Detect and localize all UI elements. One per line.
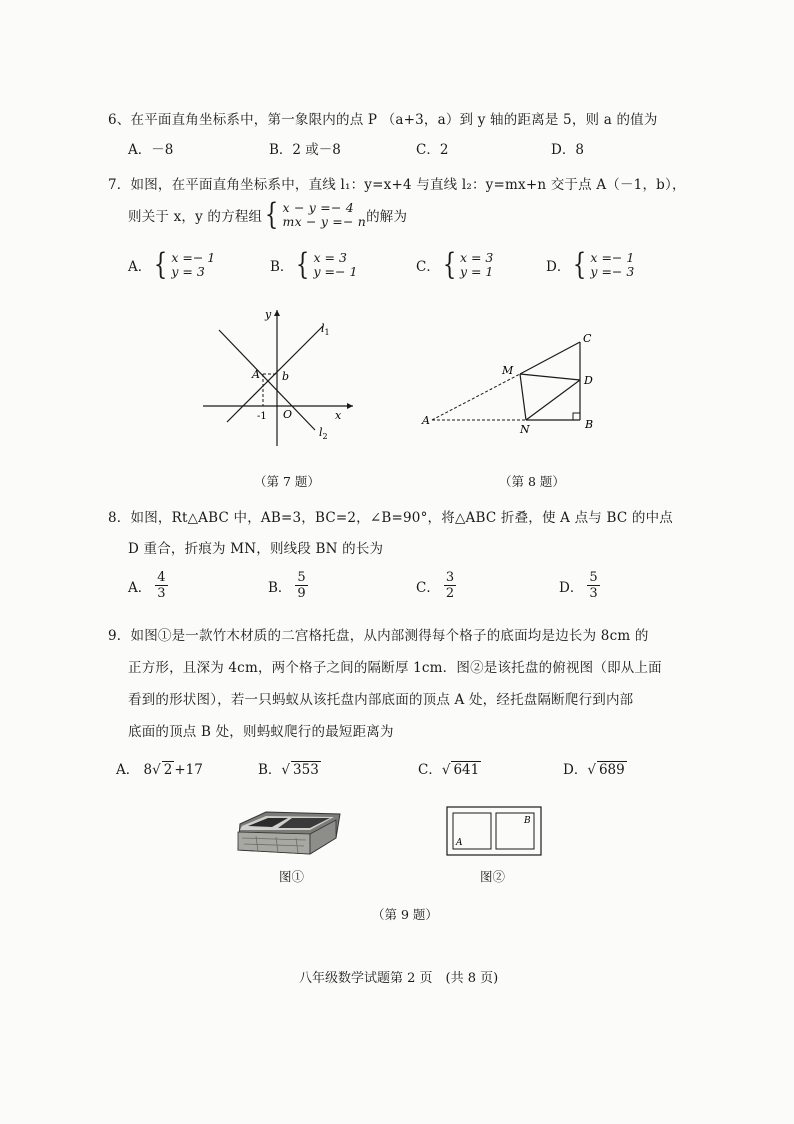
q8-option-b-num: 5 [297, 570, 306, 585]
q8-option-d [559, 570, 600, 601]
q9-fig1-caption: 图① [279, 869, 305, 884]
q8-option-b [268, 570, 308, 601]
brace-icon: { [442, 247, 457, 282]
q8-label-A: A [422, 414, 430, 427]
q7-label-b: b [282, 370, 290, 383]
q7-label-l1 [321, 322, 330, 337]
q9-line3: 看到的形状图），若一只蚂蚁从该托盘内部底面的顶点 A 处，经托盘隔断爬行到内部 [128, 692, 634, 708]
q7-option-d [546, 247, 635, 282]
q9-option-b-label: B． [258, 762, 282, 778]
q8-segment-MD [520, 374, 580, 380]
q8-option-c-label: C． [416, 579, 440, 596]
q7-stem: 7．如图，在平面直角坐标系中，直线 l₁：y=x+4 与直线 l₂：y=mx+n 交于点 A（－1，b）， [108, 177, 686, 193]
q7-label-l1-letter: l [321, 322, 325, 335]
q7-line2 [128, 197, 408, 232]
q9-option-d-rad: 689 [598, 762, 625, 778]
q7-option-d-row2: y =− 3 [590, 264, 635, 279]
q6-option-b: B．2 或－8 [269, 142, 341, 158]
q7-system-row2: mx − y =− n [282, 214, 367, 229]
q7-caption: （第 7 题） [254, 474, 320, 489]
q7-option-a-row2: y = 3 [171, 264, 205, 279]
q8-segment-MN [520, 374, 526, 420]
q7-option-c [416, 247, 494, 282]
q9-option-a-label: A． [116, 762, 140, 778]
q8-label-M: M [502, 364, 514, 377]
q7-label-l2-sub: 2 [322, 432, 328, 441]
q9-option-c: C．√ 641 [418, 762, 480, 778]
q7-label-l2-letter: l [319, 426, 323, 439]
q6-option-a: A．－8 [128, 142, 174, 158]
q7-option-d-row1: x =− 1 [590, 250, 635, 265]
q7-label-x: x [335, 409, 342, 422]
q8-option-b-label: B． [268, 579, 292, 596]
q7-label-O: O [283, 408, 293, 421]
q8-segment-ND [526, 380, 580, 420]
q8-segment-MC [520, 342, 580, 374]
q7-label-l1-sub: 1 [324, 328, 330, 337]
q8-option-a-num: 4 [157, 570, 166, 585]
q7-line2-prefix: 则关于 x，y 的方程组 [128, 209, 263, 225]
q9-line2: 正方形，且深为 4cm，两个格子之间的隔断厚 1cm．图②是该托盘的俯视图（即从上面 [128, 660, 662, 676]
brace-icon: { [573, 247, 587, 282]
q8-figure [420, 330, 610, 435]
q6-stem: 6、在平面直角坐标系中，第一象限内的点 P （a+3，a）到 y 轴的距离是 5，则 a 的值为 [108, 112, 658, 128]
q9-label-B: B [524, 816, 531, 826]
q8-option-a [128, 570, 168, 601]
brace-icon: { [154, 247, 168, 282]
q9-option-a-rad: 2 [163, 762, 173, 778]
q7-label-neg1: -1 [257, 411, 267, 422]
q7-option-b-row2: y =− 1 [313, 264, 358, 279]
q7-option-c-label: C． [416, 259, 440, 275]
q9-option-a-pre: 8 [143, 762, 153, 778]
q7-system-row1: x − y =− 4 [282, 200, 354, 215]
q9-fig2-caption: 图② [480, 869, 506, 884]
q9-line1: 9．如图①是一款竹木材质的二宫格托盘，从内部测得每个格子的底面均是边长为 8cm 的 [108, 628, 649, 644]
q7-system [262, 197, 367, 232]
q8-line2: D 重合，折痕为 MN，则线段 BN 的长为 [128, 541, 384, 557]
q8-option-d-den: 3 [589, 586, 598, 601]
q9-top-view [446, 806, 542, 856]
q9-tray-photo [236, 808, 342, 858]
q7-option-a-label: A． [128, 259, 152, 275]
q9-line4: 底面的顶点 B 处，则蚂蚁爬行的最短距离为 [128, 724, 394, 740]
q8-label-B: B [585, 418, 594, 431]
page-footer: 八年级数学试题第 2 页 (共 8 页) [299, 971, 499, 986]
q6-option-d: D．8 [551, 142, 584, 158]
q7-option-a-row1: x =− 1 [171, 250, 216, 265]
q9-option-d-label: D． [563, 762, 588, 778]
q7-option-d-label: D． [546, 259, 571, 275]
q9-option-b-rad: 353 [293, 762, 319, 778]
q7-option-b-row1: x = 3 [313, 250, 347, 265]
q8-label-N: N [520, 423, 530, 435]
q9-caption: （第 9 题） [372, 907, 438, 922]
q8-line1: 8．如图，Rt△ABC 中，AB=3，BC=2，∠B=90°，将△ABC 折叠，使 A 点与 BC 的中点 [108, 510, 673, 526]
q7-figure [195, 300, 355, 450]
q9-option-d: D．√ 689 [563, 762, 625, 778]
q9-label-A: A [456, 838, 463, 848]
q6-option-c: C．2 [416, 142, 449, 158]
q9-option-a-post: +17 [174, 762, 203, 778]
q7-y-arrow-icon [274, 310, 280, 316]
q9-option-c-rad: 641 [453, 762, 480, 778]
q8-option-a-label: A． [128, 579, 152, 596]
brace-icon: { [296, 247, 310, 282]
q8-option-c-num: 3 [445, 570, 455, 585]
q8-option-c [416, 570, 456, 601]
q9-option-c-label: C． [418, 762, 442, 778]
q8-label-D: D [584, 374, 593, 387]
q7-option-a [128, 247, 216, 282]
q7-option-b-label: B． [270, 259, 294, 275]
q8-dashed-AM [432, 374, 520, 420]
q8-right-angle-icon [573, 413, 580, 420]
brace-icon: { [265, 197, 279, 232]
q8-option-d-num: 5 [589, 570, 598, 585]
q7-label-A: A [252, 368, 260, 381]
q7-label-l2 [319, 426, 328, 441]
q8-option-a-den: 3 [157, 586, 166, 601]
q8-option-b-den: 9 [297, 586, 306, 601]
q8-label-C: C [583, 332, 592, 345]
q7-option-c-row1: x = 3 [459, 250, 494, 265]
q8-caption: （第 8 题） [499, 474, 565, 489]
q8-option-c-den: 2 [445, 586, 455, 601]
q7-line2-suffix: 的解为 [366, 209, 408, 225]
q7-label-y: y [265, 308, 272, 321]
q7-option-c-row2: y = 1 [459, 264, 494, 279]
q7-option-b [270, 247, 358, 282]
q8-option-d-label: D． [559, 579, 584, 596]
q9-option-b: B．√ 353 [258, 762, 319, 778]
q9-option-a: A． 8√ 2 +17 [116, 762, 203, 778]
q7-x-arrow-icon [347, 403, 353, 409]
